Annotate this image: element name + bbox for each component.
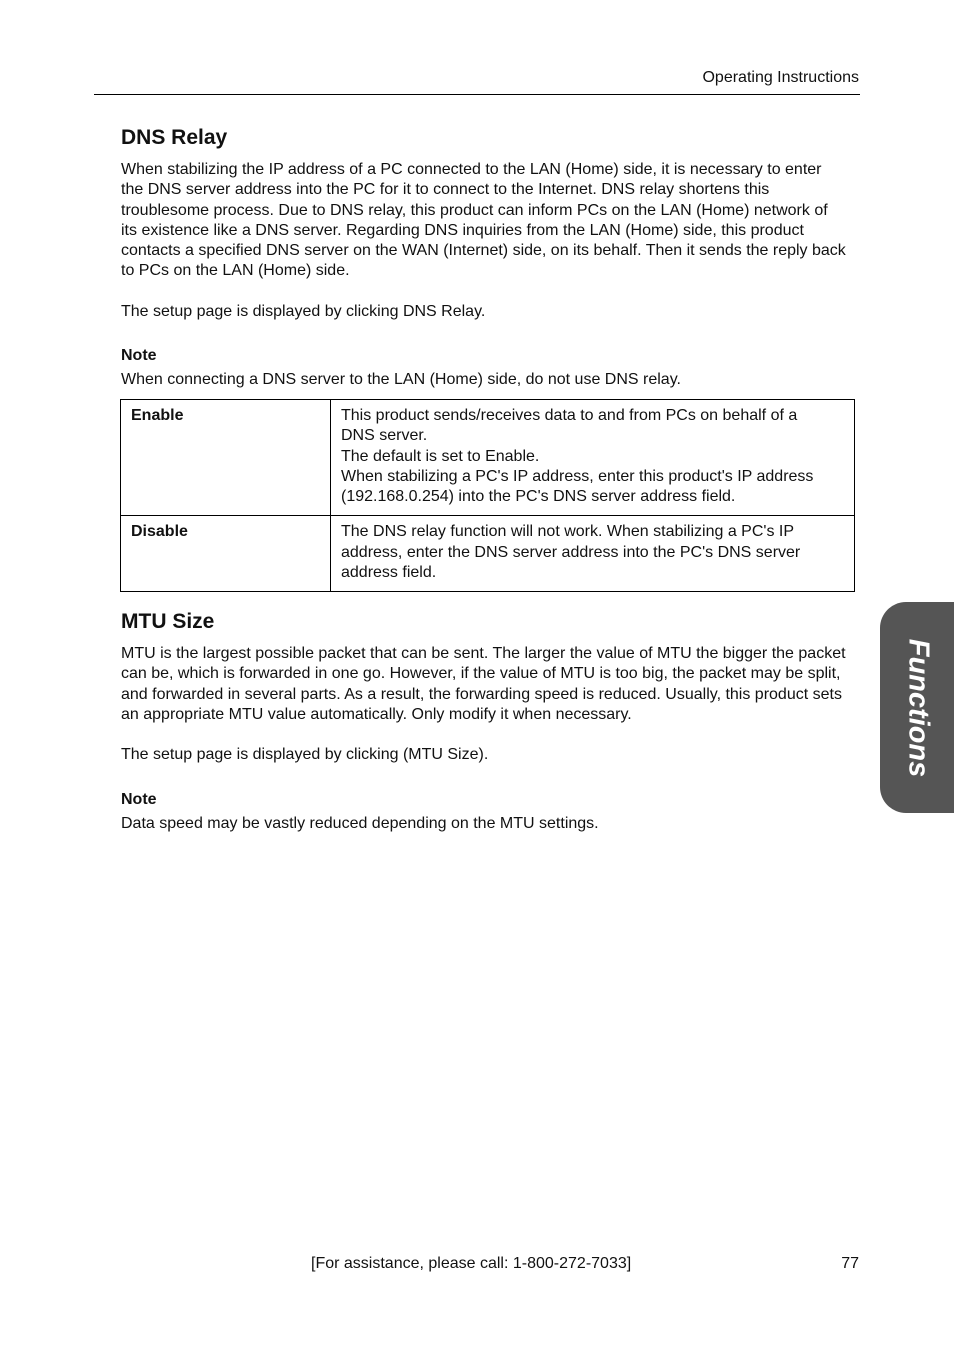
option-description bbox=[331, 516, 855, 592]
dns-relay-setup-text: The setup page is displayed by clicking DNS Relay. bbox=[121, 303, 486, 320]
mtu-size-note-label: Note bbox=[121, 791, 157, 808]
option-description-line: (192.168.0.254) into the PC's DNS server address field. bbox=[341, 488, 736, 506]
mtu-size-heading: MTU Size bbox=[121, 610, 215, 633]
dns-relay-note-text: When connecting a DNS server to the LAN (Home) side, do not use DNS relay. bbox=[121, 371, 681, 388]
functions-side-tab-label: Functions bbox=[902, 638, 935, 778]
dns-relay-intro-line: troublesome process. Due to DNS relay, this product can inform PCs on the LAN (Home) network of bbox=[121, 201, 828, 219]
option-description-line: When stabilizing a PC's IP address, enter this product's IP address bbox=[341, 467, 814, 485]
dns-relay-heading: DNS Relay bbox=[121, 126, 228, 149]
option-description-line: address field. bbox=[341, 564, 437, 582]
dns-relay-section bbox=[121, 125, 859, 151]
dns-relay-intro-line: the DNS server address into the PC for it to connect to the Internet. DNS relay shortens this bbox=[121, 181, 770, 199]
header-title: Operating Instructions bbox=[702, 69, 859, 86]
option-name: Disable bbox=[121, 516, 331, 592]
mtu-size-intro-line: MTU is the largest possible packet that can be sent. The larger the value of MTU the bigger the packet bbox=[121, 645, 846, 662]
table-row bbox=[121, 516, 855, 592]
dns-relay-intro-line: When stabilizing the IP address of a PC connected to the LAN (Home) side, it is necessary to enter bbox=[121, 161, 822, 178]
option-name: Enable bbox=[121, 400, 331, 516]
option-description bbox=[331, 400, 855, 516]
assistance-footer: [For assistance, please call: 1-800-272-7033] bbox=[311, 1255, 632, 1272]
mtu-size-section bbox=[121, 609, 859, 635]
dns-relay-intro-line: its existence like a DNS server. Regarding DNS inquiries from the LAN (Home) side, this product bbox=[121, 221, 804, 239]
option-description-line: This product sends/receives data to and from PCs on behalf of a bbox=[341, 407, 798, 424]
dns-relay-intro-line: to PCs on the LAN (Home) side. bbox=[121, 262, 350, 280]
option-description-line: DNS server. bbox=[341, 427, 428, 445]
mtu-size-intro-line: an appropriate MTU value automatically. Only modify it when necessary. bbox=[121, 705, 632, 723]
dns-relay-intro-line: contacts a specified DNS server on the WAN (Internet) side, on its behalf. Then it sends the reply back bbox=[121, 242, 846, 260]
mtu-size-intro-line: can be, which is forwarded in one go. However, if the value of MTU is too big, the packet may be split, bbox=[121, 665, 841, 683]
dns-relay-intro bbox=[121, 160, 859, 282]
table-row bbox=[121, 400, 855, 516]
option-description-line: address, enter the DNS server address into the PC's DNS server bbox=[341, 543, 801, 561]
mtu-size-intro bbox=[121, 644, 859, 725]
mtu-size-intro-line: and forwarded in several parts. As a result, the forwarding speed is reduced. Usually, this product sets bbox=[121, 685, 842, 703]
option-description-line: The default is set to Enable. bbox=[341, 447, 540, 465]
page-number: 77 bbox=[841, 1255, 859, 1272]
dns-relay-options-table bbox=[120, 399, 855, 592]
option-description-line: The DNS relay function will not work. When stabilizing a PC's IP bbox=[341, 523, 795, 541]
mtu-size-note-text: Data speed may be vastly reduced depending on the MTU settings. bbox=[121, 815, 599, 832]
dns-relay-note-label: Note bbox=[121, 347, 157, 364]
mtu-size-setup-text: The setup page is displayed by clicking (MTU Size). bbox=[121, 746, 489, 763]
header-divider bbox=[94, 94, 860, 95]
